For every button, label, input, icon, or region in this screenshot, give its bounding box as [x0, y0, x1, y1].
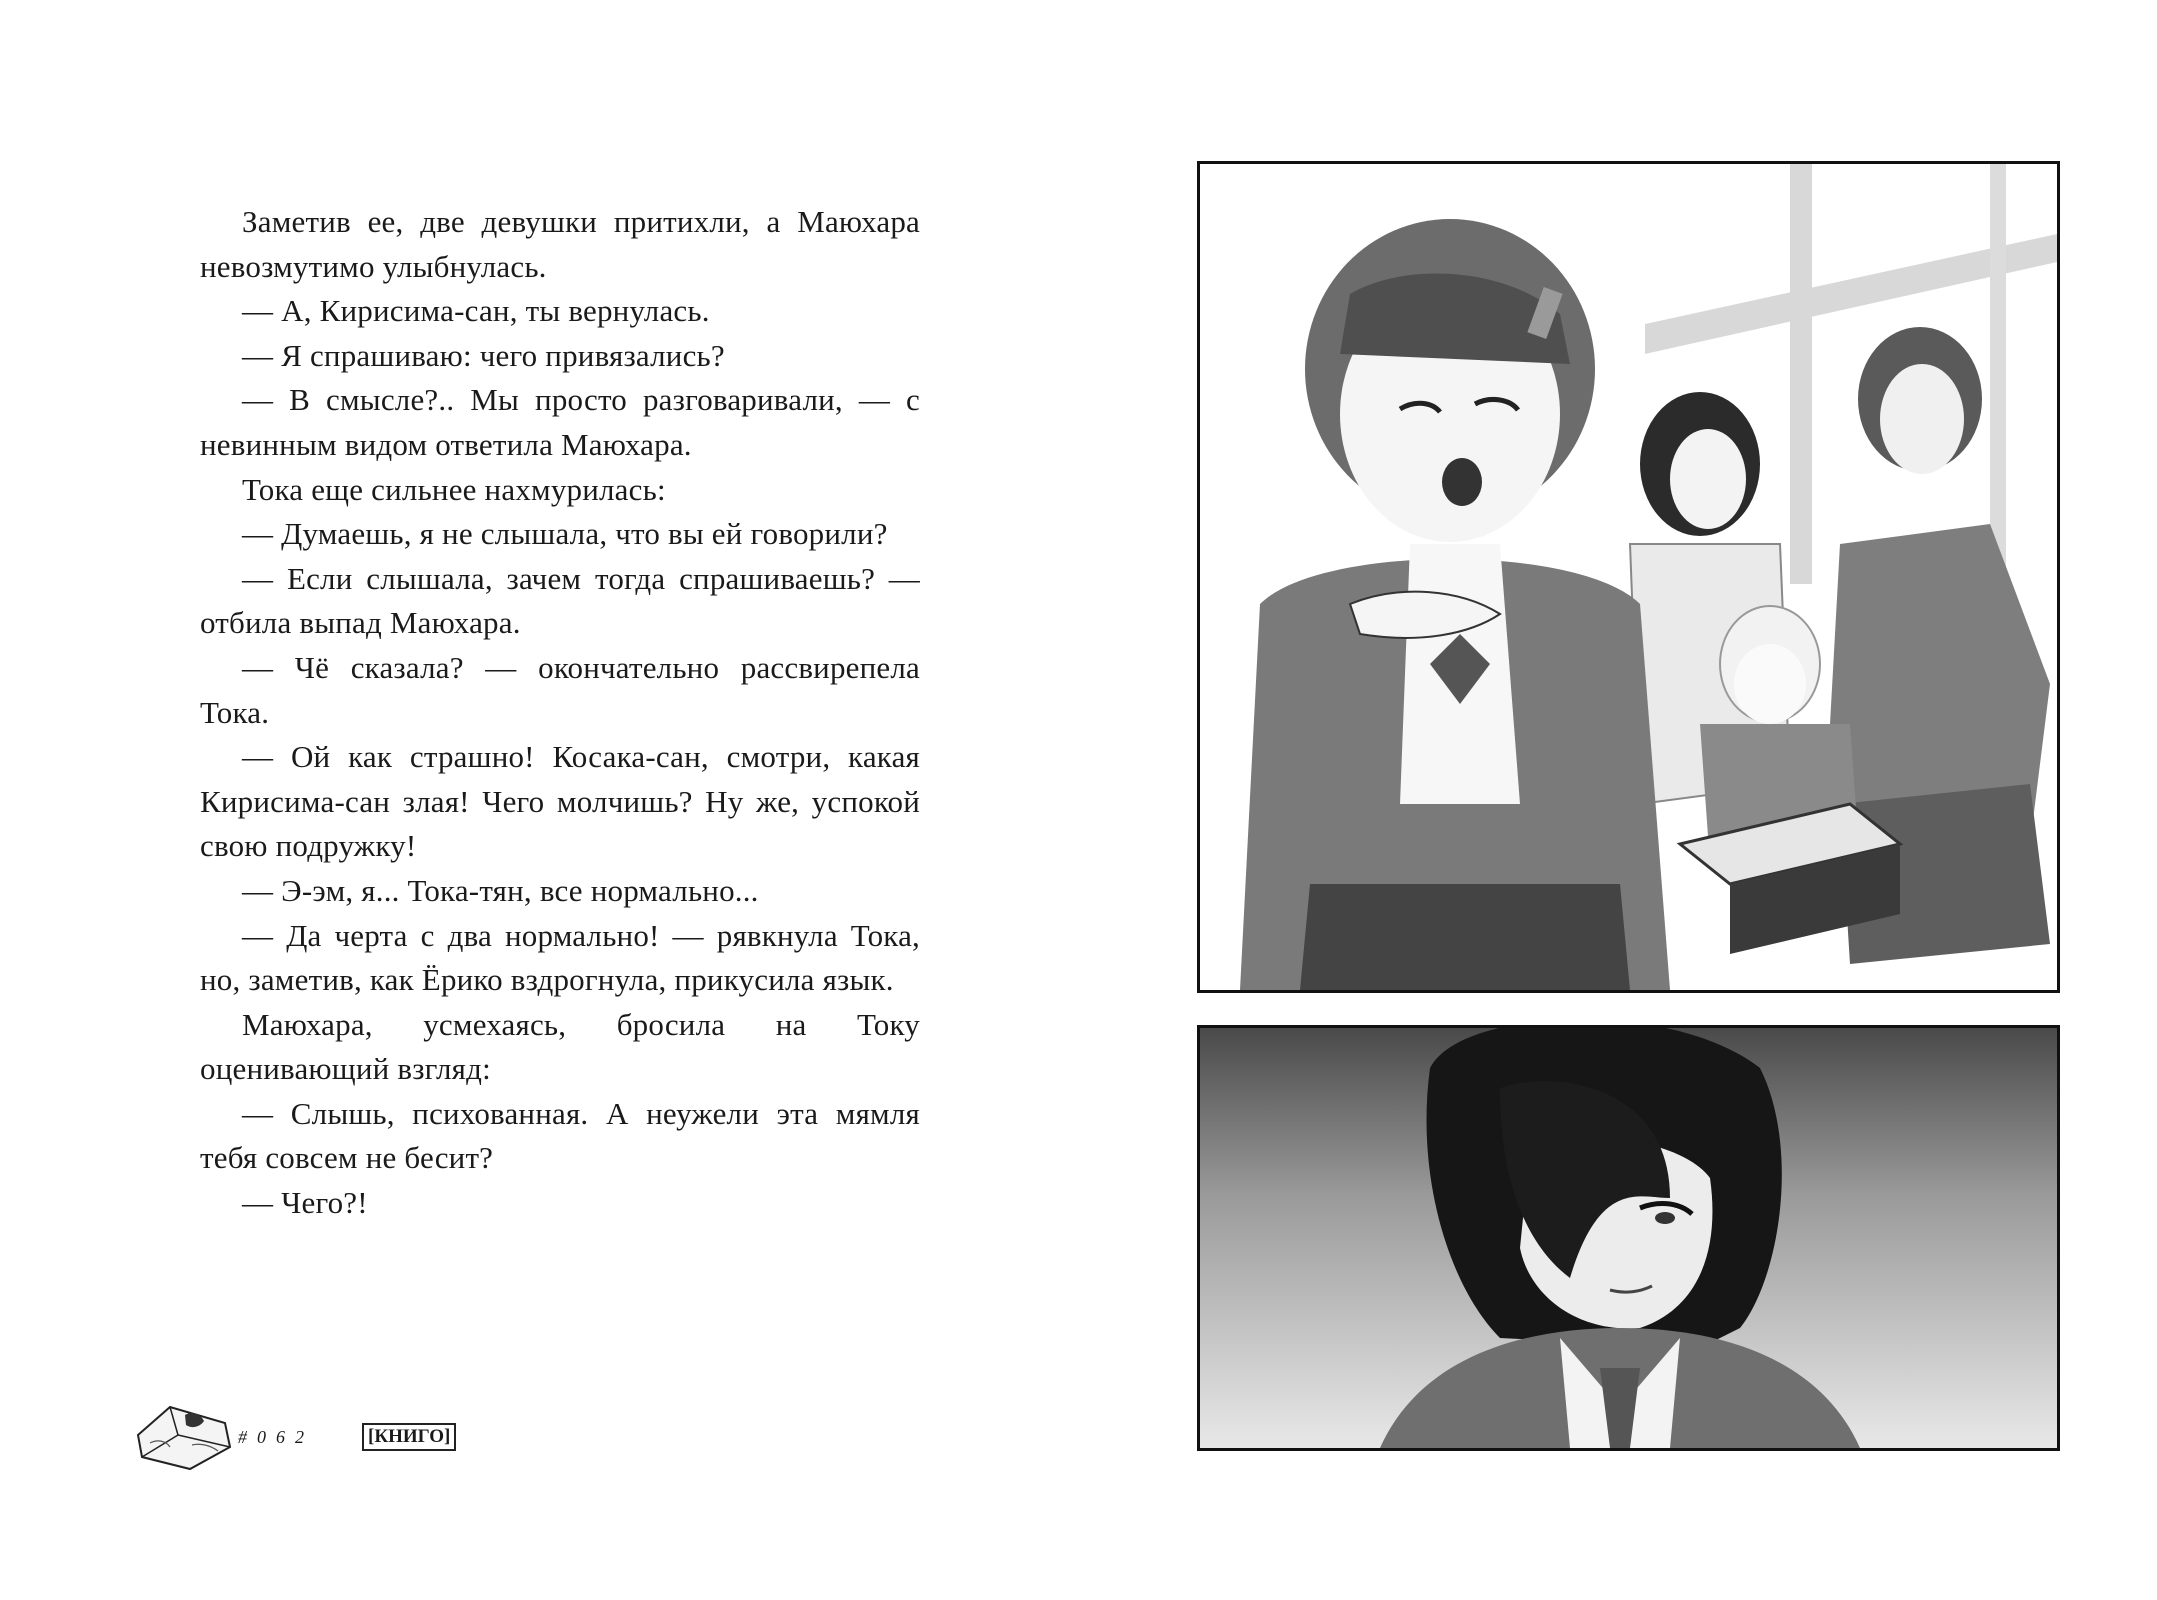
- paragraph: — Я спрашиваю: чего привязались?: [242, 337, 725, 373]
- illustration-panel-bottom: [1197, 1025, 2060, 1451]
- paragraph: — А, Кирисима-сан, ты вернулась.: [242, 293, 710, 329]
- paragraph: Заметив ее, две девушки притихли, а Маюхара невозмутимо улыбнулась.: [200, 204, 920, 284]
- manga-illustration-touka-portrait-icon: [1200, 1028, 2057, 1448]
- page-number: #062: [238, 1427, 314, 1447]
- left-page: [200, 200, 920, 1226]
- paragraph: — Думаешь, я не слышала, что вы ей говорили?: [242, 516, 888, 552]
- paragraph: — Да черта с два нормально! — рявкнула Тока, но, заметив, как Ёрико вздрогнула, прикусила язык.: [200, 917, 920, 998]
- chapter-tag: [КНИГО]: [362, 1423, 456, 1451]
- paragraph: — Слышь, психованная. А неужели эта мямля тебя совсем не бесит?: [200, 1095, 920, 1176]
- page-footer: [130, 1385, 450, 1475]
- paragraph: — В смысле?.. Мы просто разговаривали, — с невинным видом ответила Маюхара.: [200, 382, 920, 462]
- book-logo-icon: [130, 1385, 240, 1475]
- paragraph: — Чего?!: [242, 1185, 368, 1221]
- paragraph: Маюхара, усмехаясь, бросила на Току оценивающий взгляд:: [200, 1006, 920, 1087]
- paragraph: Тока еще сильнее нахмурилась:: [242, 471, 666, 507]
- manga-illustration-classroom-icon: [1200, 164, 2057, 990]
- text-block: [200, 200, 920, 1226]
- paragraph: — Чё сказала? — окончательно рассвирепела Тока.: [200, 649, 920, 730]
- paragraph: — Э-эм, я... Тока-тян, все нормально...: [242, 872, 759, 908]
- paragraph: — Если слышала, зачем тогда спрашиваешь? — отбила выпад Маюхара.: [200, 560, 920, 641]
- paragraph: — Ой как страшно! Косака-сан, смотри, какая Кирисима-сан злая! Чего молчишь? Ну же, успокой свою подружку!: [200, 739, 920, 864]
- illustration-panel-top: [1197, 161, 2060, 993]
